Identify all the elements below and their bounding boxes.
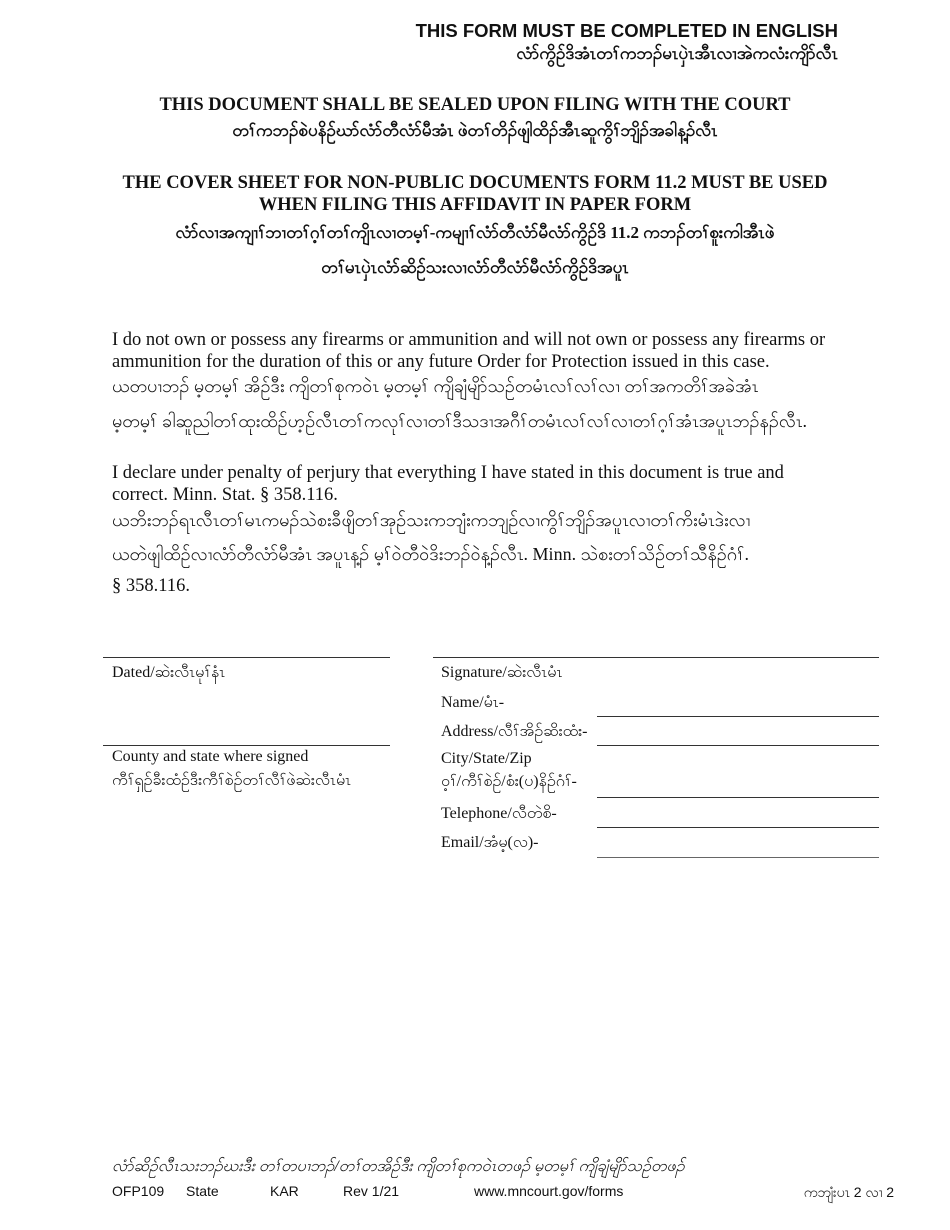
english-only-notice: THIS FORM MUST BE COMPLETED IN ENGLISH (415, 20, 838, 41)
address-field-line[interactable] (597, 745, 879, 746)
perjury-statement-line1: I declare under penalty of perjury that everything I have stated in this document is true and (112, 463, 784, 483)
seal-notice: THIS DOCUMENT SHALL BE SEALED UPON FILING WITH THE COURT (159, 95, 791, 115)
telephone-field-line[interactable] (597, 827, 879, 828)
footer-revision: Rev 1/21 (343, 1183, 400, 1199)
firearms-statement-line1: I do not own or possess any firearms or ammunition and will not own or possess any firearms or (112, 330, 826, 350)
firearms-statement-karen-line1: ယတပၢဘၣ် မ့တမ့ၢ် အိဉ်ဒီး ကျိတၢ်စုကဝဲၤ မ့တမ့ၢ် ကျိချံမျိာ်သဉ်တမံၤလၢ်လၢ်လၢ တၢ်အကတိၢ်အခဲအံၤ (112, 376, 759, 396)
cover-sheet-notice-karen-line2: တၢ်မၤပှဲၤလံာ်ဆိဉ်သးလၢလံာ်တီလံာ်မီလံာ်ကွိဉ်ဒိအပူၤ (321, 258, 629, 277)
city-state-zip-field-line[interactable] (597, 797, 879, 798)
signature-label: Signature/ဆဲးလီၤမံၤ (441, 664, 563, 681)
name-field-line[interactable] (597, 716, 879, 717)
signature-line[interactable] (433, 657, 879, 658)
cover-sheet-notice-line1: THE COVER SHEET FOR NON-PUBLIC DOCUMENTS FORM 11.2 MUST BE USED (122, 173, 828, 193)
footer-form-title-karen: လံာ်ဆိဉ်လီၤသးဘၣ်ဃးဒီး တၢ်တပၢဘၣ်/တၢ်တအိဉ်ဒီး ကျိတၢ်စုကဝဲၤတဖၣ် မ့တမ့ၢ် ကျိချံမျိာ်သဉ်တဖၣ် (112, 1158, 685, 1175)
dated-label: Dated/ဆဲးလီၤမုၢ်နံၤ (112, 664, 226, 681)
footer-jurisdiction: State (186, 1183, 219, 1199)
cover-sheet-notice-karen-line1: လံာ်လၢအကျၢၢ်ဘၢတၢ်ဂ့ၢ်တၢ်ကျိၤလၢတမ့ၢ်-ကမျၢၢ်လံာ်တီလံာ်မီလံာ်ကွိဉ်ဒိ 11.2 ကဘၣ်တၢ်စူးကါအီၤဖဲ (175, 223, 775, 242)
county-state-label: County and state where signed (112, 748, 309, 765)
perjury-statement-karen-line2: ယတဲဖျါထိဉ်လၢလံာ်တီလံာ်မီအံၤ အပူၤန့ၣ် မ့ၢ်ဝဲတီဝဲဒိးဘၣ်ဝဲန့ၣ်လီၤ. Minn. သဲစးတၢ်သိဉ်တၢ်သီနိဉ်ဂံၢ်. (112, 544, 750, 564)
city-state-zip-label-karen: ဝ့ၢ်/ကီၢ်စဲဉ်/စံး(ပ)နိဉ်ဂံၢ်- (441, 773, 577, 790)
perjury-statement-karen-line3: § 358.116. (112, 576, 190, 596)
english-only-notice-karen: လံာ်ကွိဉ်ဒိအံၤတၢ်ကဘၣ်မၤပှဲၤအီၤလၢအဲကလံးကျိာ်လီၤ (516, 44, 838, 63)
firearms-statement-line2: ammunition for the duration of this or any future Order for Protection issued in this case. (112, 352, 770, 372)
footer-page-indicator: ကဘျံးပၤ 2 လၢ 2 (803, 1184, 894, 1200)
seal-notice-karen: တၢ်ကဘၣ်စဲပနိဉ်ဃာ်လံာ်တီလံာ်မီအံၤ ဖဲတၢ်တိၣ်ဖျါထိၣ်အီၤဆူကွိၢ်ဘျိၣ်အခါန့ၣ်လီၤ (232, 121, 718, 140)
perjury-statement-line2: correct. Minn. Stat. § 358.116. (112, 485, 338, 505)
email-field-line[interactable] (597, 857, 879, 858)
county-state-label-karen: ကီၢ်ရှဉ်ခီးထံဉ်ဒီးကီၢ်စဲဉ်တၢ်လီၢ်ဖဲဆဲးလီၤမံၤ (112, 772, 352, 789)
perjury-statement-karen-line1: ယဘိးဘၣ်ရၤလီၤတၢ်မၤကမၣ်သဲစးခီဖျိတၢ်အုဉ်သးကဘျံးကဘျဉ်လၢကွိၢ်ဘျိၣ်အပူၤလၢတၢ်ကိးမံၤဒဲးလၢ (112, 510, 751, 530)
cover-sheet-notice-line2: WHEN FILING THIS AFFIDAVIT IN PAPER FORM (258, 195, 692, 215)
footer-website-link[interactable]: www.mncourt.gov/forms (474, 1183, 624, 1199)
footer-form-code: OFP109 (112, 1183, 165, 1199)
email-label: Email/အံမ့(လ)- (441, 834, 539, 851)
county-state-line[interactable] (103, 745, 390, 746)
name-label: Name/မံၤ- (441, 694, 505, 711)
footer-language-code: KAR (270, 1183, 299, 1199)
address-label: Address/လီၢ်အိဉ်ဆိးထံး- (441, 723, 588, 740)
city-state-zip-label: City/State/Zip (441, 750, 532, 767)
dated-line[interactable] (103, 657, 390, 658)
firearms-statement-karen-line2: မ့တမ့ၢ် ခါဆူညါတၢ်ထုးထိဉ်ဟ့ဉ်လီၤတၢ်ကလုၢ်လၢတၢ်ဒီသဒၢအဂီၢ်တမံၤလၢ်လၢ်လၢတၢ်ဂ့ၢ်အံၤအပူၤဘၣ်နၣ်လီၤ. (112, 411, 807, 431)
telephone-label: Telephone/လီတဲစိ- (441, 805, 557, 822)
